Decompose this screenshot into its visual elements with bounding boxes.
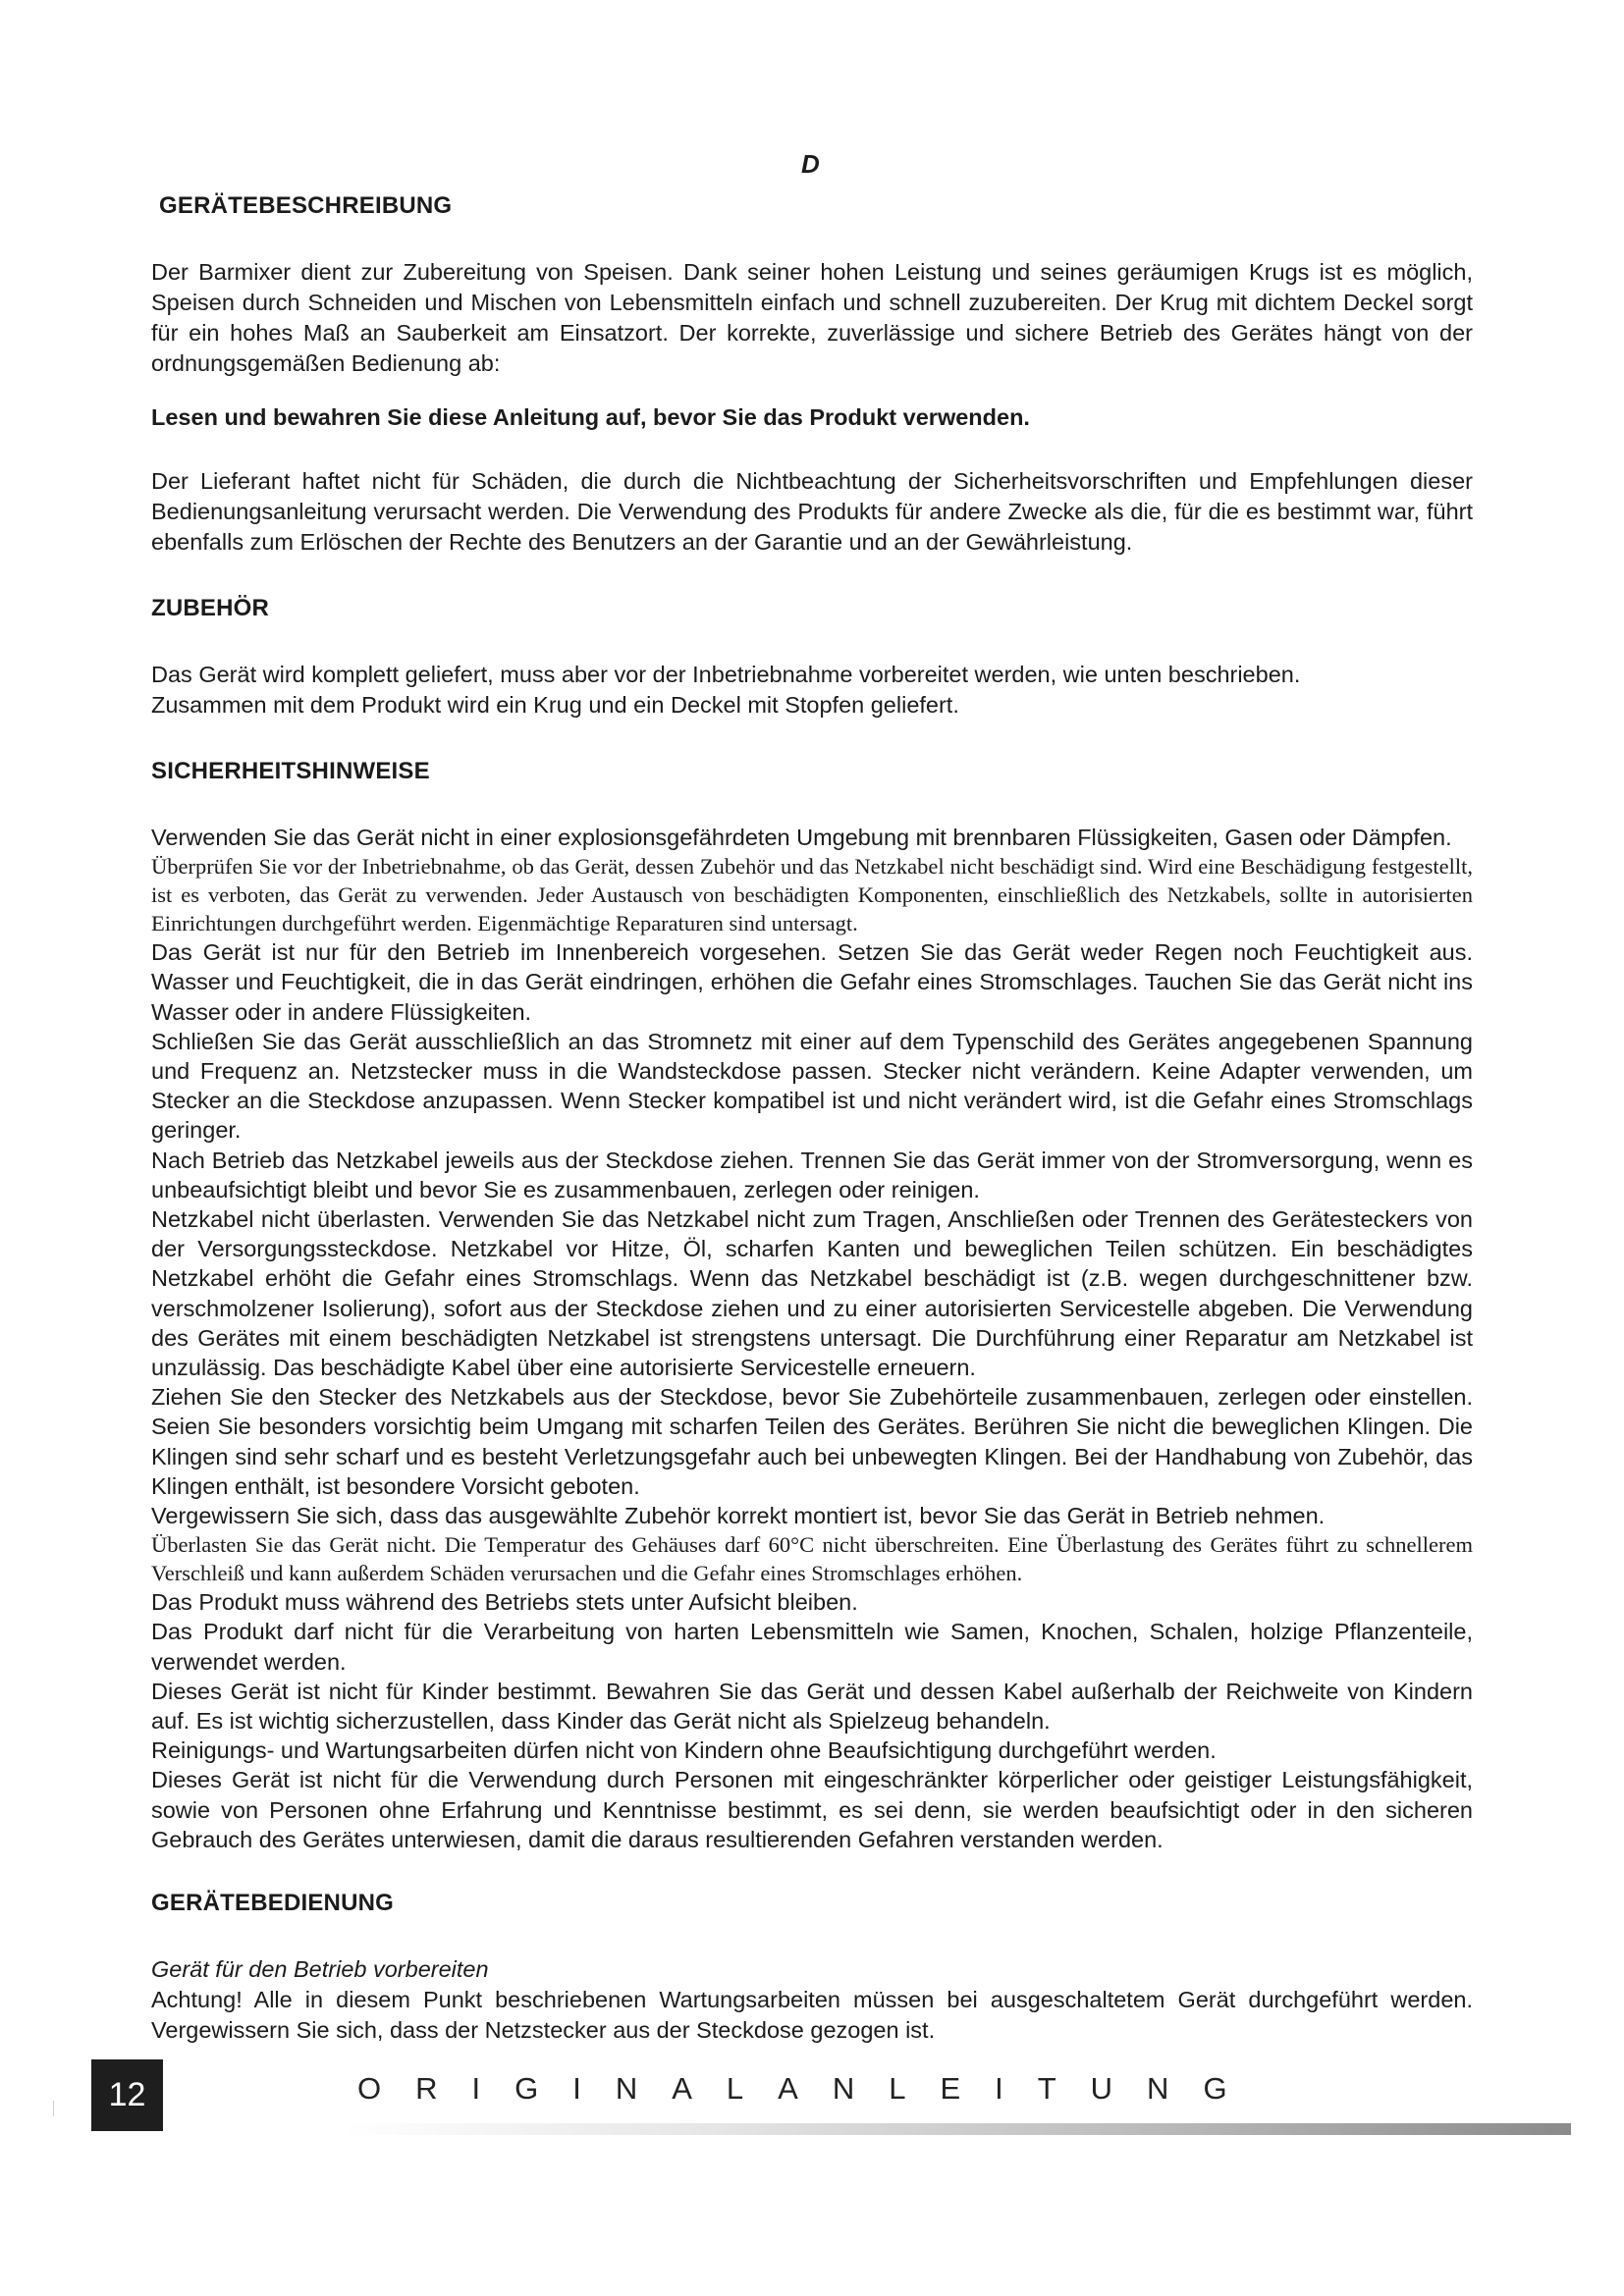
safety-item: Verwenden Sie das Gerät nicht in einer explosionsgefährdeten Umgebung mit brennbaren Flüssigkeiten, Gasen oder Dämpfen. [151,825,1452,850]
operation-subheading: Gerät für den Betrieb vorbereiten [151,1956,489,1983]
description-paragraph-1: Der Barmixer dient zur Zubereitung von Speisen. Dank seiner hohen Leistung und seines geräumigen Krugs ist es möglich, Speisen durch Schneiden und Mischen von Lebensmitteln einfach und schnell zuzubereiten. Der Krug mit dichtem Deckel sorgt für ein hohes Maß an Sauberkeit am Einsatzort. Der korrekte, zuverlässige und sichere Betrieb des Gerätes hängt von der ordnungsgemäßen Bedienung ab: [151,259,1473,376]
safety-item: Netzkabel nicht überlasten. Verwenden Sie das Netzkabel nicht zum Tragen, Anschließen oder Trennen des Gerätesteckers von der Versorgungssteckdose. Netzkabel vor Hitze, Öl, scharfen Kanten und beweglichen Teilen schützen. Ein beschädigtes Netzkabel erhöht die Gefahr eines Stromschlags. Wenn das Netzkabel beschädigt ist (z.B. wegen durchgeschnittener bzw. verschmolzener Isolierung), sofort aus der Steckdose ziehen und zu einer autorisierten Servicestelle abgeben. Die Verwendung des Gerätes mit einem beschädigten Netzkabel ist strengstens untersagt. Die Durchführung einer Reparatur am Netzkabel ist unzulässig. Das beschädigte Kabel über eine autorisierte Servicestelle erneuern. [151,1206,1473,1381]
page-number-badge [91,2059,163,2131]
heading-safety: SICHERHEITSHINWEISE [151,758,430,784]
safety-list [151,823,1473,1854]
safety-item: Dieses Gerät ist nicht für Kinder bestimmt. Bewahren Sie das Gerät und dessen Kabel außerhalb der Reichweite von Kindern auf. Es ist wichtig sicherzustellen, dass Kinder das Gerät nicht als Spielzeug behandeln. [151,1678,1473,1735]
heading-operation: GERÄTEBEDIENUNG [151,1890,395,1917]
footer-gradient-bar [342,2123,1571,2135]
safety-item: Nach Betrieb das Netzkabel jeweils aus der Steckdose ziehen. Trennen Sie das Gerät immer von der Stromversorgung, wenn es unbeaufsichtigt bleibt und bevor Sie es zusammenbauen, zerlegen oder reinigen. [151,1147,1473,1202]
margin-tick [53,2101,54,2116]
description-paragraph-2: Der Lieferant haftet nicht für Schäden, die durch die Nichtbeachtung der Sicherheitsvorschriften und Empfehlungen dieser Bedienungsanleitung verursacht werden. Die Verwendung des Produkts für andere Zwecke als die, für die es bestimmt war, führt ebenfalls zum Erlöschen der Rechte des Benutzers an der Garantie und an der Gewährleistung. [151,468,1473,555]
safety-item: Das Gerät ist nur für den Betrieb im Innenbereich vorgesehen. Setzen Sie das Gerät weder Regen noch Feuchtigkeit aus. Wasser und Feuchtigkeit, die in das Gerät eindringen, erhöhen die Gefahr eines Stromschlages. Tauchen Sie das Gerät nicht ins Wasser oder in andere Flüssigkeiten. [151,939,1473,1025]
safety-item: Überlasten Sie das Gerät nicht. Die Temperatur des Gehäuses darf 60°C nicht überschreiten. Eine Überlastung des Gerätes führt zu schnellerem Verschleiß und kann außerdem Schäden verursachen und die Gefahr eines Stromschlages erhöhen. [151,1532,1473,1586]
read-instructions-notice: Lesen und bewahren Sie diese Anleitung auf, bevor Sie das Produkt verwenden. [151,404,1030,430]
footer-label: ORIGINALANLEITUNG [357,2071,1262,2106]
safety-item: Dieses Gerät ist nicht für die Verwendung durch Personen mit eingeschränkter körperlicher oder geistiger Leistungsfähigkeit, sowie von Personen ohne Erfahrung und Kenntnisse bestimmt, es sei denn, sie werden beaufsichtigt oder in den sicheren Gebrauch des Gerätes unterwiesen, damit die daraus resultierenden Gefahren verstanden werden. [151,1767,1473,1852]
page-content [151,192,1473,2071]
heading-accessories: ZUBEHÖR [151,595,270,621]
safety-item: Überprüfen Sie vor der Inbetriebnahme, ob das Gerät, dessen Zubehör und das Netzkabel nicht beschädigt sind. Wird eine Beschädigung festgestellt, ist es verboten, das Gerät zu verwenden. Jeder Austausch von beschädigten Komponenten, einschließlich des Netzkabels, sollte in autorisierten Einrichtungen durchgeführt werden. Eigenmächtige Reparaturen sind untersagt. [151,854,1473,936]
accessories-line-1: Das Gerät wird komplett geliefert, muss aber vor der Inbetriebnahme vorbereitet werden, wie unten beschrieben. [151,662,1301,687]
safety-item: Das Produkt darf nicht für die Verarbeitung von harten Lebensmitteln wie Samen, Knochen, Schalen, holzige Pflanzenteile, verwendet werden. [151,1619,1473,1675]
heading-description: GERÄTEBESCHREIBUNG [159,192,453,219]
safety-item: Das Produkt muss während des Betriebs stets unter Aufsicht bleiben. [151,1589,858,1616]
operation-paragraph: Achtung! Alle in diesem Punkt beschriebenen Wartungsarbeiten müssen bei ausgeschaltetem Gerät durchgeführt werden. Vergewissern Sie sich, dass der Netzstecker aus der Steckdose gezogen ist. [151,1987,1473,2044]
language-marker: D [801,149,820,179]
page-number: 12 [108,2076,146,2113]
safety-item: Schließen Sie das Gerät ausschließlich an das Stromnetz mit einer auf dem Typenschild des Gerätes angegebenen Spannung und Frequenz an. Netzstecker muss in die Wandsteckdose passen. Stecker nicht verändern. Keine Adapter verwenden, um Stecker an die Steckdose anzupassen. Wenn Stecker kompatibel ist und nicht verändert wird, ist die Gefahr eines Stromschlags geringer. [151,1028,1473,1144]
accessories-line-2: Zusammen mit dem Produkt wird ein Krug und ein Deckel mit Stopfen geliefert. [151,692,959,718]
safety-item: Vergewissern Sie sich, dass das ausgewählte Zubehör korrekt montiert ist, bevor Sie das Gerät in Betrieb nehmen. [151,1503,1326,1529]
safety-item: Ziehen Sie den Stecker des Netzkabels aus der Steckdose, bevor Sie Zubehörteile zusammenbauen, zerlegen oder einstellen. Seien Sie besonders vorsichtig beim Umgang mit scharfen Teilen des Gerätes. Berühren Sie nicht die beweglichen Klingen. Die Klingen sind sehr scharf und es besteht Verletzungsgefahr auch bei unbewegten Klingen. Bei der Handhabung von Zubehör, das Klingen enthält, ist besondere Vorsicht geboten. [151,1384,1473,1499]
safety-item: Reinigungs- und Wartungsarbeiten dürfen nicht von Kindern ohne Beaufsichtigung durchgeführt werden. [151,1737,1217,1764]
